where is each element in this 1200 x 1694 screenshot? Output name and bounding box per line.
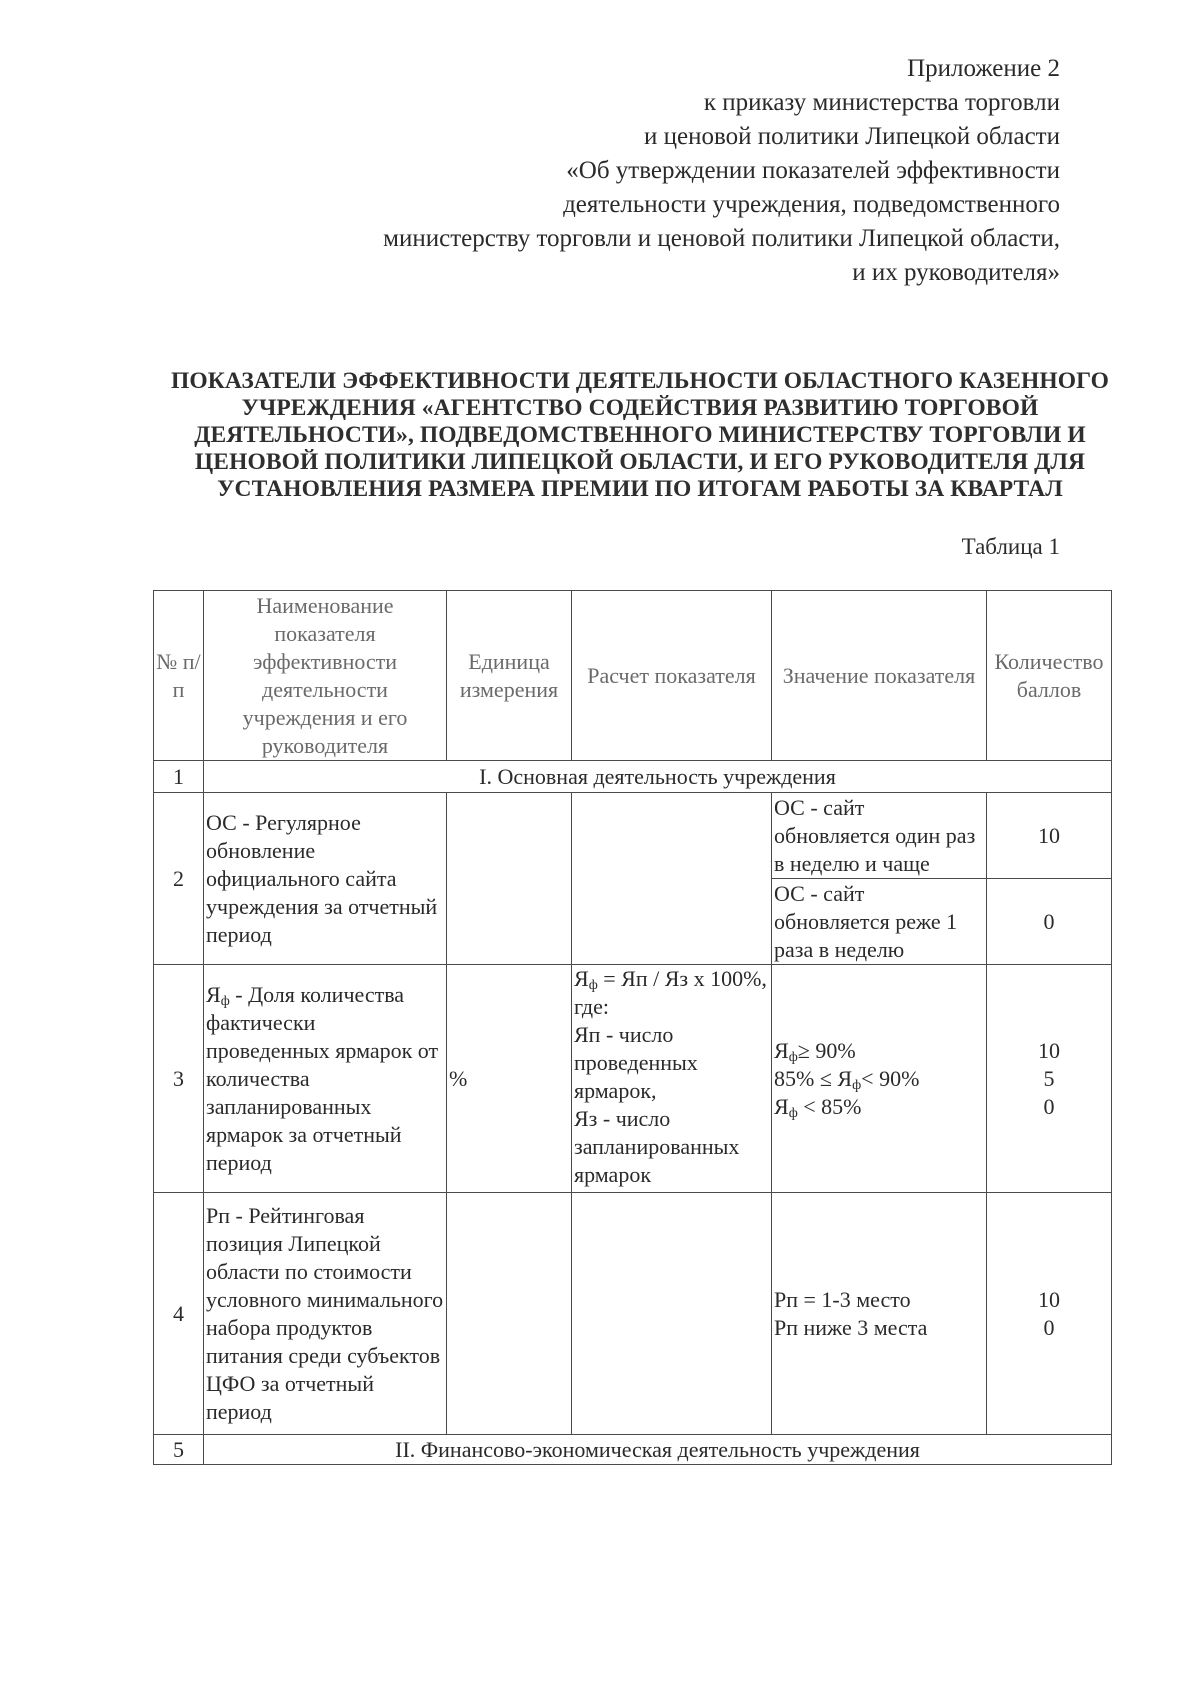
header-name: Наименование показателя эффективности деятельности учреждения и его руководителя [204, 591, 447, 761]
table-row [154, 1193, 1112, 1435]
title-line: УЧРЕЖДЕНИЯ «АГЕНТСТВО СОДЕЙСТВИЯ РАЗВИТИЮ ТОРГОВОЙ [241, 395, 1039, 421]
header-value: Значение показателя [772, 591, 987, 761]
indicator-calc [572, 1193, 772, 1435]
indicator-value: ОС - сайт обновляется реже 1 раза в неделю [772, 879, 987, 965]
section-heading: I. Основная деятельность учреждения [204, 761, 1112, 793]
indicators-table [153, 590, 1112, 1465]
name-text: - Доля количества фактически проведенных ярмарок от количества запланированных ярмарок за отчетный период [206, 981, 439, 1175]
appendix-line: и их руководителя» [852, 259, 1060, 286]
symbol-subscript: ф [852, 1077, 862, 1093]
indicator-value [772, 965, 987, 1193]
indicator-points [987, 965, 1112, 1193]
title-line: УСТАНОВЛЕНИЯ РАЗМЕРА ПРЕМИИ ПО ИТОГАМ РАБОТЫ ЗА КВАРТАЛ [217, 476, 1063, 502]
appendix-line: и ценовой политики Липецкой области [644, 123, 1060, 150]
indicator-unit [447, 793, 572, 965]
section-heading: II. Финансово-экономическая деятельность учреждения [204, 1435, 1112, 1465]
formula: = Яп / Яз х 100%, где: [574, 966, 767, 1019]
formula-note: Яз - число запланированных ярмарок [574, 1106, 740, 1187]
row-num: 4 [154, 1193, 204, 1435]
row-num: 1 [154, 761, 204, 793]
header-calc: Расчет показателя [572, 591, 772, 761]
value-text: Я [774, 1037, 789, 1063]
indicator-unit [447, 1193, 572, 1435]
indicator-name [204, 965, 447, 1193]
indicator-value [772, 1193, 987, 1435]
indicator-unit: % [447, 965, 572, 1193]
table-header-row [154, 591, 1112, 761]
value-line [774, 1065, 984, 1093]
symbol-subscript: ф [220, 993, 230, 1009]
indicator-calc [572, 965, 772, 1193]
points-line: 5 [1043, 1065, 1055, 1091]
table-caption: Таблица 1 [961, 534, 1060, 559]
value-line: Рп ниже 3 места [774, 1314, 928, 1340]
symbol: Я [206, 981, 221, 1007]
value-text: < 85% [797, 1093, 862, 1119]
table-row [154, 793, 1112, 879]
title-line: ЦЕНОВОЙ ПОЛИТИКИ ЛИПЕЦКОЙ ОБЛАСТИ, И ЕГО РУКОВОДИТЕЛЯ ДЛЯ [194, 449, 1086, 475]
appendix-line: Приложение 2 [907, 55, 1060, 82]
header-num: № п/п [154, 591, 204, 761]
value-line [774, 1037, 984, 1065]
appendix-header [160, 52, 1060, 290]
value-text: 85% ≤ Я [774, 1065, 853, 1091]
appendix-line: «Об утверждении показателей эффективности [566, 157, 1060, 184]
value-line [774, 1093, 984, 1121]
table-row [154, 1435, 1112, 1465]
points-line: 10 [1038, 1037, 1060, 1063]
value-text: ≥ 90% [797, 1037, 856, 1063]
row-num: 2 [154, 793, 204, 965]
indicator-points: 10 [987, 793, 1112, 879]
row-num: 5 [154, 1435, 204, 1465]
symbol-subscript: ф [788, 1049, 798, 1065]
row-num: 3 [154, 965, 204, 1193]
formula-note: Яп - число проведенных ярмарок, [574, 1022, 698, 1103]
title-line: ДЕЯТЕЛЬНОСТИ», ПОДВЕДОМСТВЕННОГО МИНИСТЕРСТВУ ТОРГОВЛИ И [194, 422, 1086, 448]
indicator-name: ОС - Регулярное обновление официального сайта учреждения за отчетный период [204, 793, 447, 965]
appendix-line: министерству торговли и ценовой политики Липецкой области, [383, 225, 1060, 252]
value-line: Рп = 1-3 место [774, 1286, 911, 1312]
points-line: 0 [1043, 1314, 1055, 1340]
points-line: 10 [1038, 1286, 1060, 1312]
indicator-points: 0 [987, 879, 1112, 965]
header-unit: Единица измерения [447, 591, 572, 761]
header-points: Количество баллов [987, 591, 1112, 761]
indicator-calc [572, 793, 772, 965]
indicator-points [987, 1193, 1112, 1435]
title-line: ПОКАЗАТЕЛИ ЭФФЕКТИВНОСТИ ДЕЯТЕЛЬНОСТИ ОБЛАСТНОГО КАЗЕННОГО [171, 368, 1109, 394]
table-row [154, 761, 1112, 793]
symbol: Я [574, 966, 589, 991]
symbol-subscript: ф [588, 978, 598, 993]
indicator-value: ОС - сайт обновляется один раз в неделю и чаще [772, 793, 987, 879]
indicator-name: Рп - Рейтинговая позиция Липецкой области по стоимости условного минимального набора продуктов питания среди субъектов ЦФО за отчетный период [204, 1193, 447, 1435]
document-title [150, 368, 1130, 503]
symbol-subscript: ф [788, 1105, 798, 1121]
appendix-line: к приказу министерства торговли [703, 89, 1060, 116]
value-text: Я [774, 1093, 789, 1119]
points-line: 0 [1043, 1093, 1055, 1119]
value-text: < 90% [861, 1065, 920, 1091]
table-row [154, 965, 1112, 1193]
appendix-line: деятельности учреждения, подведомственного [563, 191, 1060, 218]
